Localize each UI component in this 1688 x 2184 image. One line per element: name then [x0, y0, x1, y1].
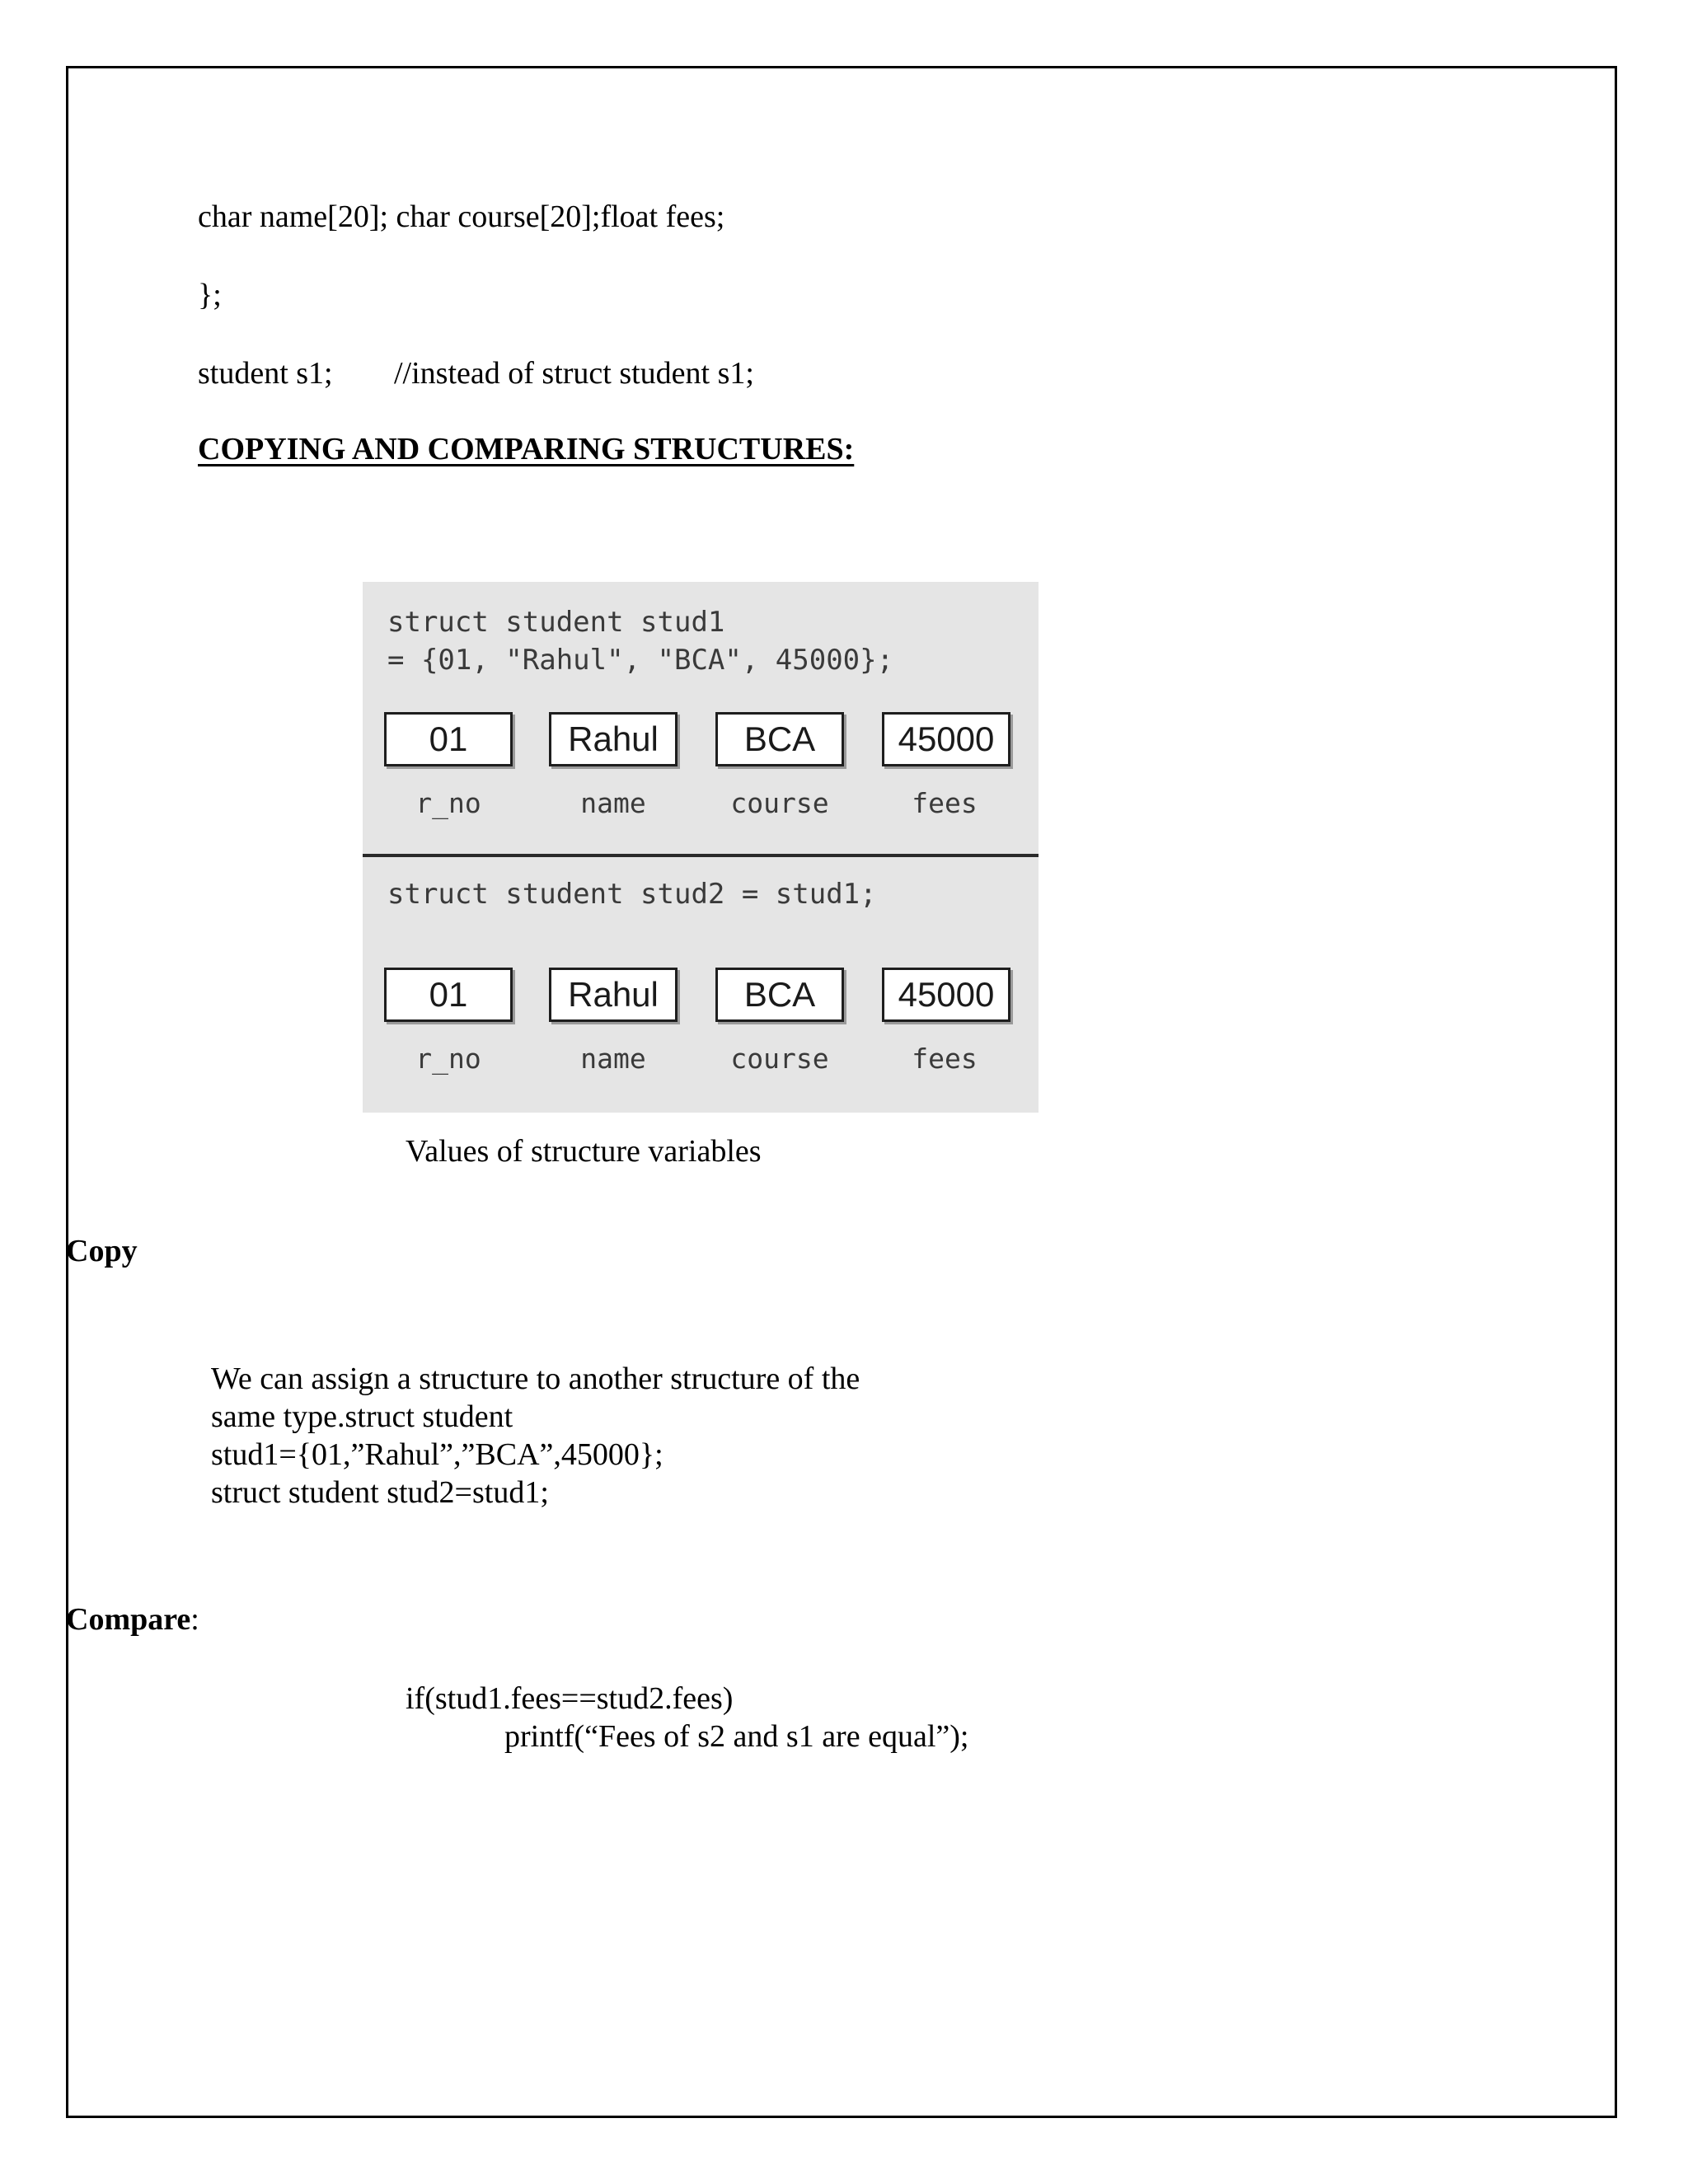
code-line-closing-brace: }; — [198, 278, 222, 312]
compare-colon: : — [190, 1602, 199, 1637]
stud1-fees-label: fees — [912, 787, 978, 819]
compare-code-printf: printf(“Fees of s2 and s1 are equal”); — [504, 1719, 969, 1754]
figure-code-stud1-line1: struct student stud1 — [387, 606, 725, 639]
stud1-value-row — [384, 712, 1017, 770]
stud2-fees-label: fees — [912, 1043, 978, 1075]
stud2-value-row — [384, 968, 1017, 1025]
compare-code-if: if(stud1.fees==stud2.fees) — [406, 1681, 734, 1716]
stud2-rno-label: r_no — [415, 1043, 481, 1075]
stud2-name-value: Rahul — [549, 968, 678, 1022]
figure-code-stud1-line2: = {01, "Rahul", "BCA", 45000}; — [387, 644, 894, 677]
stud1-label-row — [384, 785, 1017, 823]
copy-line-2: same type.struct student — [211, 1399, 513, 1434]
stud1-rno-label: r_no — [415, 787, 481, 819]
figure-divider — [363, 854, 1039, 857]
code-line-student-decl: student s1; — [198, 356, 333, 391]
compare-label: Compare — [66, 1602, 191, 1637]
stud2-rno-value: 01 — [384, 968, 513, 1022]
copy-paragraph — [211, 1360, 860, 1511]
figure-code-stud2: struct student stud2 = stud1; — [387, 878, 877, 911]
figure-caption: Values of structure variables — [406, 1134, 762, 1169]
stud1-course-label: course — [730, 787, 829, 819]
stud1-course-value: BCA — [715, 712, 844, 766]
section-heading: COPYING AND COMPARING STRUCTURES: — [198, 432, 855, 466]
copy-line-4: struct student stud2=stud1; — [211, 1475, 549, 1510]
stud1-fees-value: 45000 — [882, 712, 1010, 766]
stud2-course-label: course — [730, 1043, 829, 1075]
stud2-course-value: BCA — [715, 968, 844, 1022]
stud1-name-label: name — [580, 787, 646, 819]
compare-label-line — [66, 1601, 199, 1638]
code-line-comment: //instead of struct student s1; — [394, 356, 754, 391]
stud2-fees-value: 45000 — [882, 968, 1010, 1022]
code-line-declarations: char name[20]; char course[20];float fees; — [198, 199, 725, 234]
copy-line-3: stud1={01,”Rahul”,”BCA”,45000}; — [211, 1437, 663, 1472]
copy-label: Copy — [66, 1234, 138, 1268]
stud2-name-label: name — [580, 1043, 646, 1075]
stud1-name-value: Rahul — [549, 712, 678, 766]
stud2-label-row — [384, 1040, 1017, 1078]
copy-line-1: We can assign a structure to another structure of the — [211, 1361, 860, 1396]
structure-copy-figure — [363, 582, 1039, 1113]
stud1-rno-value: 01 — [384, 712, 513, 766]
